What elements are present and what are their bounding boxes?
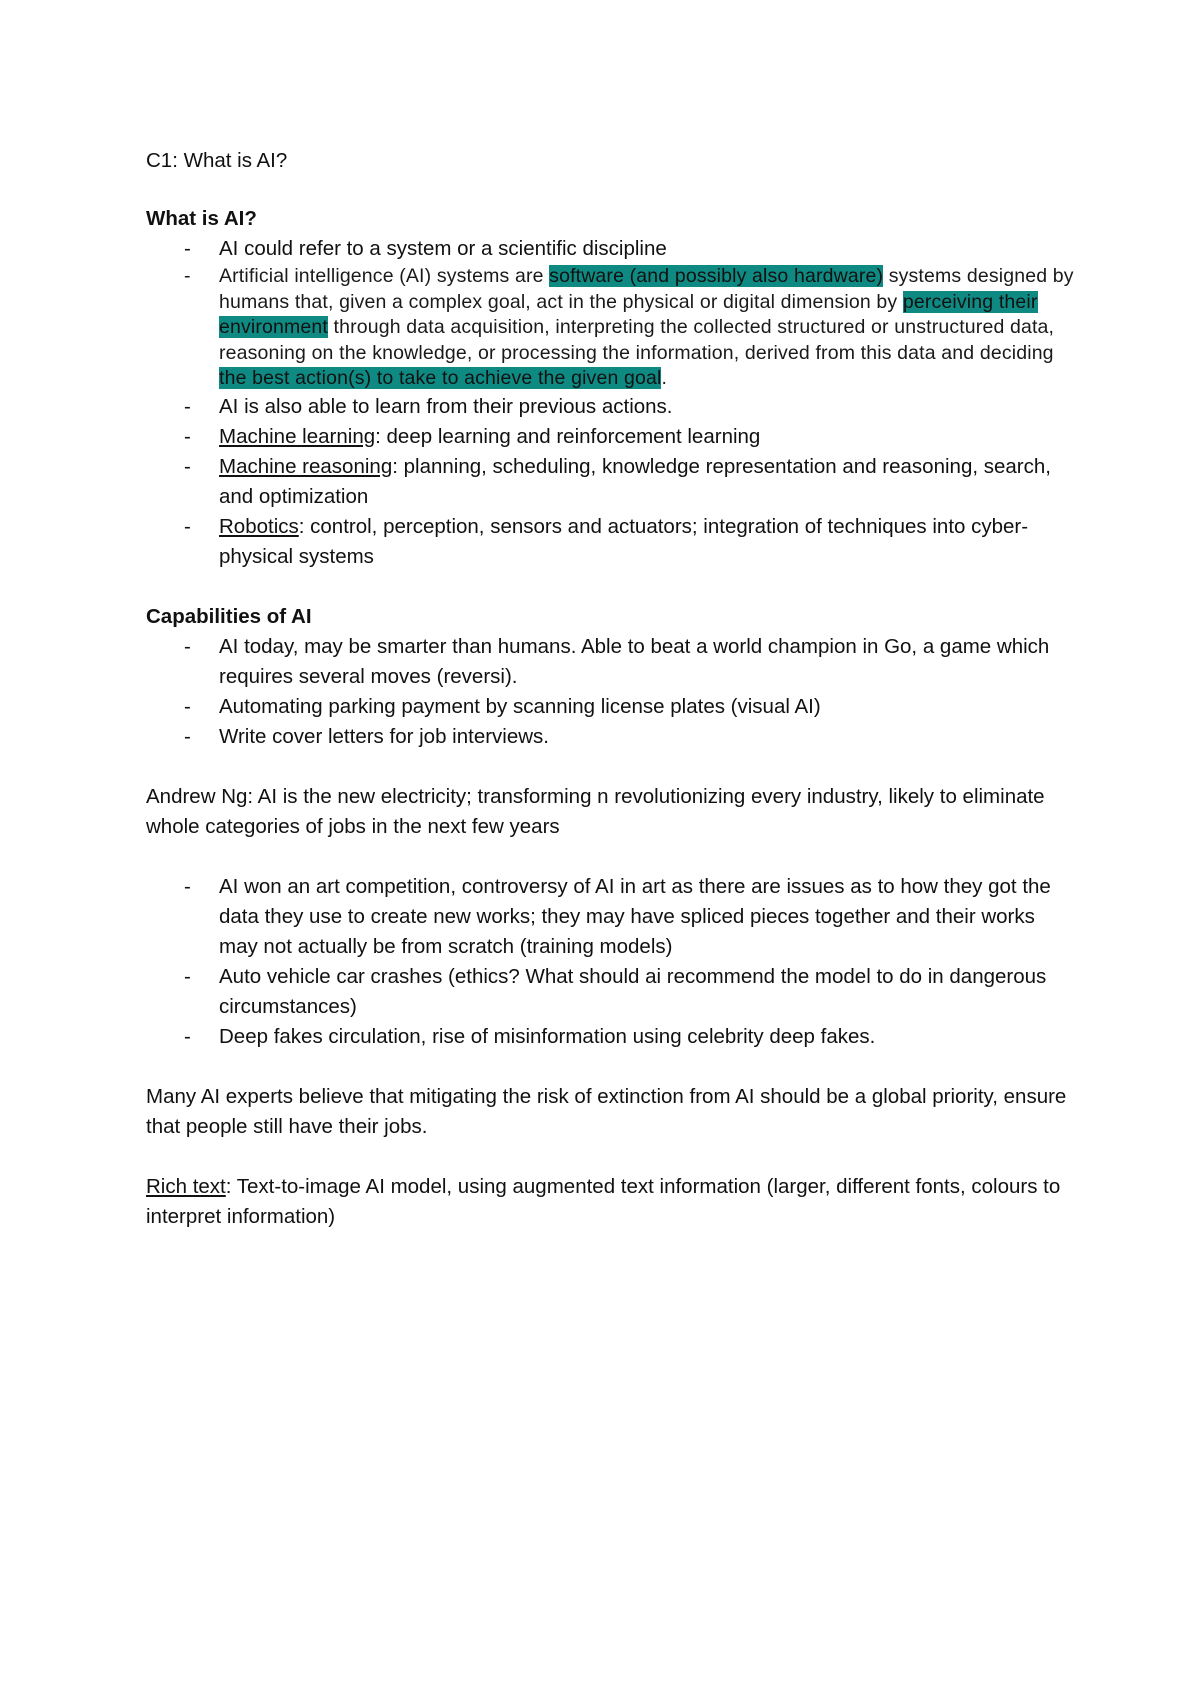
issues-list	[146, 872, 1076, 1052]
list-item: - Machine learning: deep learning and reinforcement learning	[146, 422, 1076, 452]
list-item-definition: - Artificial intelligence (AI) systems are software (and possibly also hardware) systems designed by humans that, given a complex goal, act in the physical or digital dimension by perceiving their environment through data acquisition, interpreting the collected structured or unstructured data, reasoning on the knowledge, or processing the information, derived from this data and deciding the best action(s) to take to achieve the given goal.	[146, 264, 1076, 392]
list-item: - AI is also able to learn from their previous actions.	[146, 392, 1076, 422]
term-robotics: Robotics	[219, 514, 299, 538]
list-item: - Automating parking payment by scanning license plates (visual AI)	[146, 692, 1076, 722]
andrew-ng-paragraph: Andrew Ng: AI is the new electricity; transforming n revolutionizing every industry, likely to eliminate whole categories of jobs in the next few years	[146, 784, 1045, 838]
list-item: - AI today, may be smarter than humans. Able to beat a world champion in Go, a game which requires several moves (reversi).	[146, 632, 1076, 692]
highlight-software: software (and possibly also hardware)	[549, 265, 884, 287]
document-title: C1: What is AI?	[146, 149, 288, 172]
list-item: - Write cover letters for job interviews.	[146, 722, 1076, 752]
list-item: - Auto vehicle car crashes (ethics? What should ai recommend the model to do in dangerous circumstances)	[146, 962, 1076, 1022]
term-machine-reasoning: Machine reasoning	[219, 454, 393, 478]
what-is-ai-list	[146, 234, 1076, 572]
rich-text-paragraph: Rich text: Text-to-image AI model, using augmented text information (larger, different fonts, colours to interpret information)	[146, 1174, 1061, 1228]
highlight-perceiving: perceiving their environment	[219, 290, 1038, 338]
heading-capabilities: Capabilities of AI	[146, 604, 312, 628]
list-item: - Machine reasoning: planning, scheduling, knowledge representation and reasoning, search, and optimization	[146, 452, 1076, 512]
list-item: - Deep fakes circulation, rise of misinformation using celebrity deep fakes.	[146, 1022, 1076, 1052]
list-item: - AI won an art competition, controversy of AI in art as there are issues as to how they got the data they use to create new works; they may have spliced pieces together and their works may not actually be from scratch (training models)	[146, 872, 1076, 962]
highlight-best-action: the best action(s) to take to achieve the given goal	[219, 367, 662, 389]
list-item: - Robotics: control, perception, sensors and actuators; integration of techniques into cyber-physical systems	[146, 512, 1076, 572]
experts-paragraph: Many AI experts believe that mitigating the risk of extinction from AI should be a global priority, ensure that people still have their jobs.	[146, 1084, 1067, 1138]
term-rich-text: Rich text	[146, 1174, 226, 1198]
capabilities-list	[146, 632, 1076, 752]
term-machine-learning: Machine learning	[219, 424, 376, 448]
list-item: - AI could refer to a system or a scientific discipline	[146, 234, 1076, 264]
heading-what-is-ai: What is AI?	[146, 207, 257, 230]
document-page	[146, 146, 1076, 1232]
